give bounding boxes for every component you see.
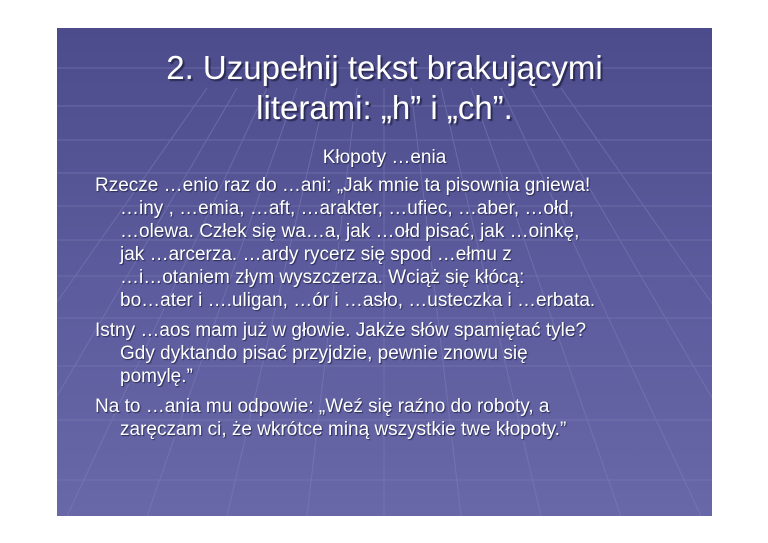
text-line: Rzecze …enio raz do …ani: „Jak mnie ta pisownia gniewa! xyxy=(95,175,591,196)
paragraph-3 xyxy=(95,395,695,441)
text-line: pomylę.” xyxy=(120,366,193,387)
text-line: Istny …aos mam już w głowie. Jakże słów spamiętać tyle? xyxy=(95,320,587,341)
text-line: zaręczam ci, że wkrótce miną wszystkie twe kłopoty.” xyxy=(120,419,567,440)
text-line: bo…ater i ….uligan, …ór i …asło, …usteczka i …erbata. xyxy=(120,290,596,311)
slide-title-line-1: 2. Uzupełnij tekst brakującymi xyxy=(166,49,603,86)
text-line: …i…otaniem złym wyszczerza. Wciąż się kłócą: xyxy=(120,267,525,288)
text-line: jak …arcerza. …ardy rycerz się spod …ełmu z xyxy=(120,244,512,265)
text-line: Na to …ania mu odpowie: „Weź się raźno do roboty, a xyxy=(95,396,550,417)
presentation-slide xyxy=(57,28,712,516)
paragraph-1 xyxy=(95,174,695,312)
text-line: …iny , …emia, …aft, …arakter, …ufiec, …aber, …ołd, xyxy=(120,198,575,219)
slide-title xyxy=(57,48,712,128)
slide-title-line-2: literami: „h” i „ch”. xyxy=(256,89,513,126)
text-line: Gdy dyktando pisać przyjdzie, pewnie znowu się xyxy=(120,343,528,364)
text-line: …olewa. Człek się wa…a, jak …ołd pisać, jak …oinkę, xyxy=(120,221,580,242)
paragraph-2 xyxy=(95,319,695,388)
text-heading: Kłopoty …enia xyxy=(322,147,447,168)
